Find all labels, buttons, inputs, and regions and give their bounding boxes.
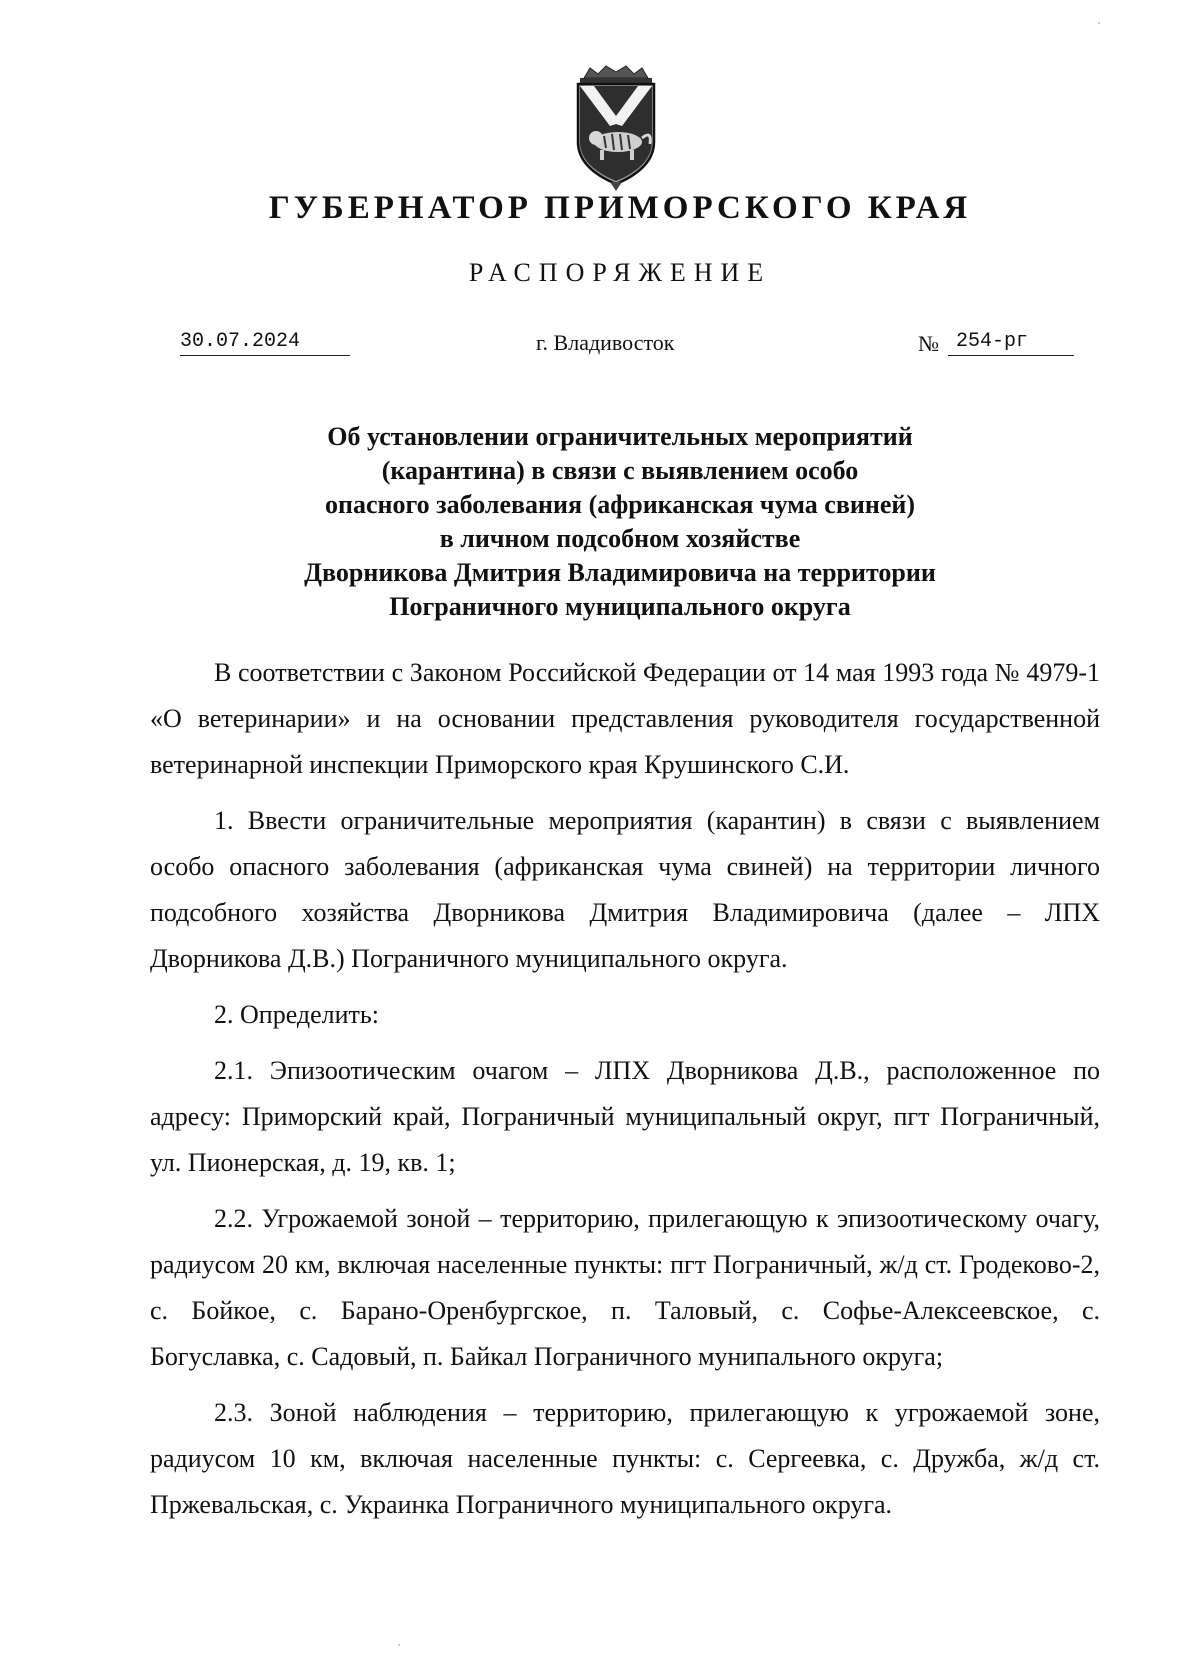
primorsky-krai-coat-of-arms-icon xyxy=(566,64,666,192)
heading-line: опасного заболевания (африканская чума свиней) xyxy=(324,490,916,519)
issuing-authority: ГУБЕРНАТОР ПРИМОРСКОГО КРАЯ xyxy=(268,190,972,226)
paragraph-item-1: 1. Ввести ограничительные мероприятия (карантин) в связи с выявлением особо опасного заболевания (африканская чума свиней) на территории личного подсобного хозяйства Дворникова Дмитрия Владимировича (далее – ЛПХ Дворникова Д.В.) Пограничного муниципального округа. xyxy=(150,806,1100,973)
paragraph-item-2-3: 2.3. Зоной наблюдения – территорию, прилегающую к угрожаемой зоне, радиусом 10 км, включая населенные пункты: с. Сергеевка, с. Дружба, ж/д ст. Пржевальская, с. Украинка Пограничного муниципального округа. xyxy=(150,1398,1100,1519)
document-date: 30.07.2024 xyxy=(180,330,350,356)
document-type: РАСПОРЯЖЕНИЕ xyxy=(468,258,772,287)
scan-artifact xyxy=(398,1644,400,1646)
document-heading xyxy=(0,420,1200,624)
paragraph-item-2-2: 2.2. Угрожаемой зоной – территорию, прилегающую к эпизоотическому очагу, радиусом 20 км, включая населенные пункты: пгт Пограничный, ж/д ст. Гродеково-2, с. Бойкое, с. Барано-Оренбургское, п. Таловый, с. Софье-Алексеевское, с. Богуславка, с. Садовый, п. Байкал Пограничного мунипального округа; xyxy=(150,1204,1100,1371)
paragraph-preamble: В соответствии с Законом Российской Федерации от 14 мая 1993 года № 4979-1 «О ветеринарии» и на основании представления руководителя государственной ветеринарной инспекции Приморского края Крушинского С.И. xyxy=(150,658,1100,779)
heading-line: Дворникова Дмитрия Владимировича на территории xyxy=(304,558,936,587)
heading-line: Об установлении ограничительных мероприятий xyxy=(327,422,913,451)
document-body xyxy=(150,650,1100,1538)
scan-artifact xyxy=(1098,22,1100,24)
heading-line: в личном подсобном хозяйстве xyxy=(439,524,801,553)
document-number-label: № xyxy=(918,331,939,356)
paragraph-item-2: 2. Определить: xyxy=(214,1000,379,1029)
heading-line: (карантина) в связи с выявлением особо xyxy=(381,456,859,485)
document-number: 254-рг xyxy=(948,330,1074,356)
paragraph-item-2-1: 2.1. Эпизоотическим очагом – ЛПХ Дворникова Д.В., расположенное по адресу: Приморский край, Пограничный муниципальный округ, пгт Пограничный, ул. Пионерская, д. 19, кв. 1; xyxy=(150,1056,1100,1177)
document-city: г. Владивосток xyxy=(536,330,675,355)
heading-line: Пограничного муниципального округа xyxy=(389,592,851,621)
